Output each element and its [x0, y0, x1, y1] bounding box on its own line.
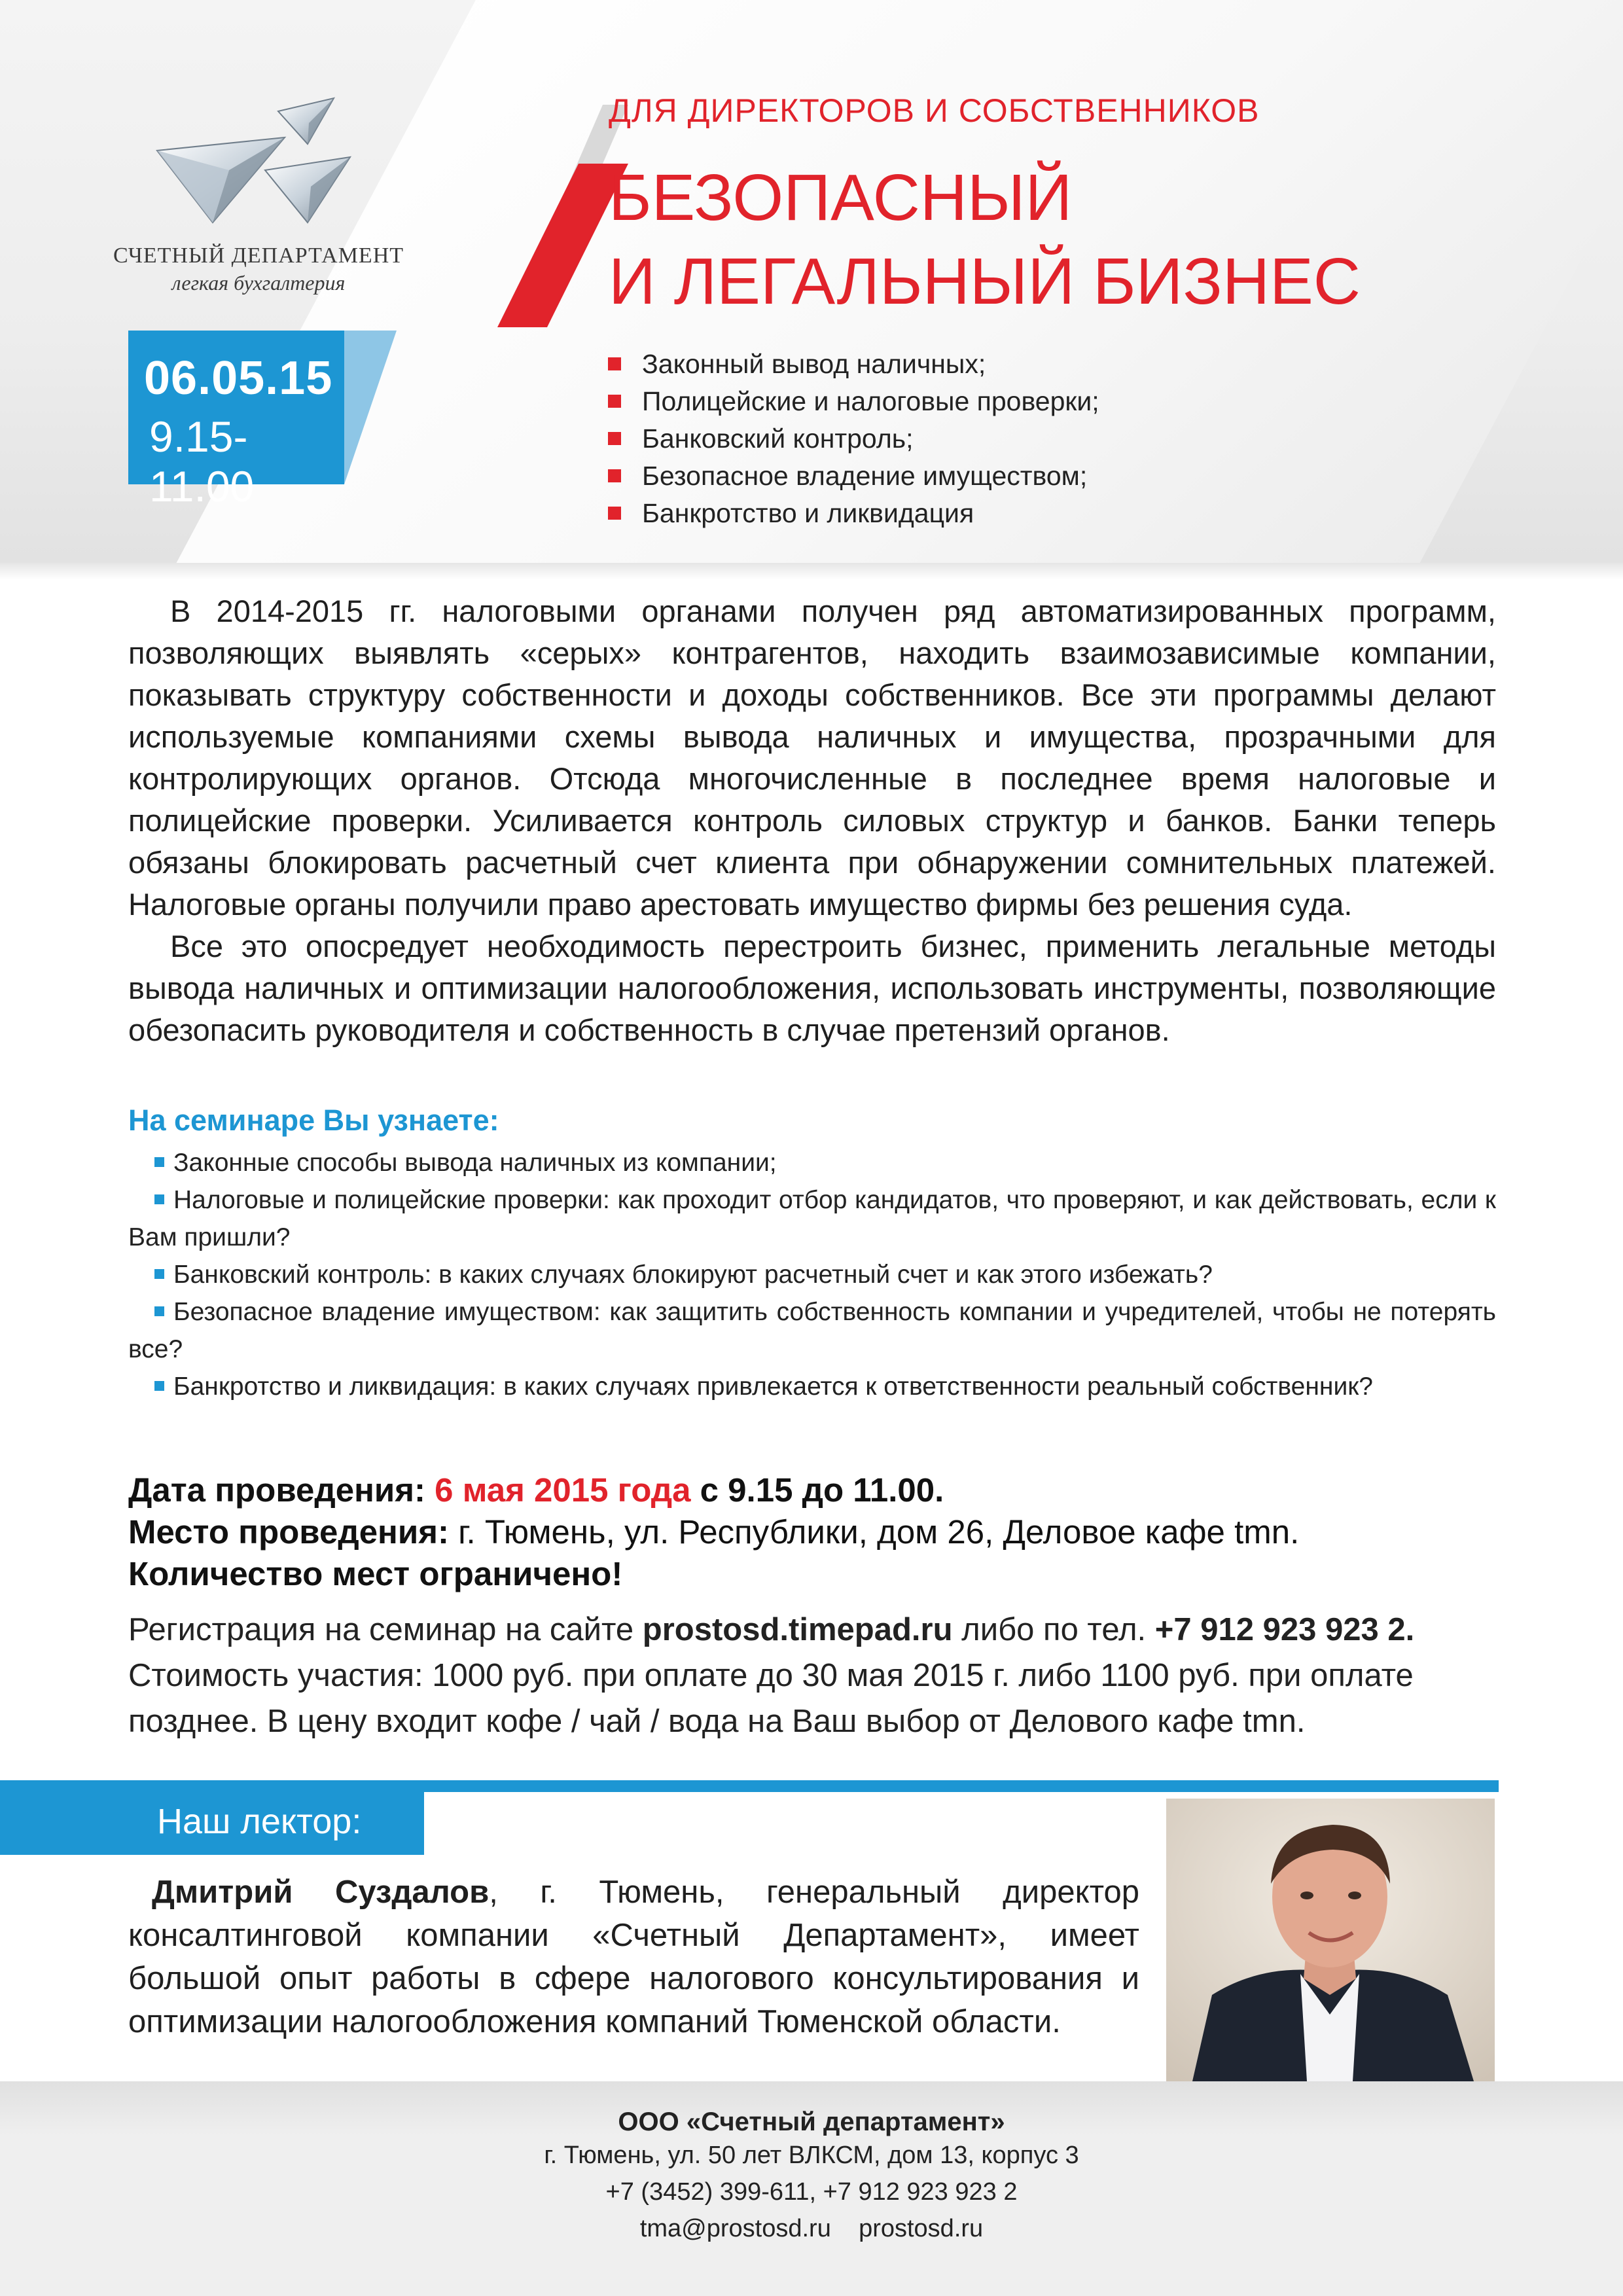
header-banner	[0, 0, 1623, 563]
red-square-bullet-icon	[608, 395, 621, 408]
registration-phone[interactable]: +7 912 923 923 2.	[1154, 1612, 1415, 1647]
intro-text	[128, 590, 1496, 1051]
blue-square-bullet-icon	[154, 1194, 164, 1204]
footer-address: г. Тюмень, ул. 50 лет ВЛКСМ, дом 13, корпус 3	[544, 2142, 1079, 2169]
red-square-bullet-icon	[608, 469, 621, 482]
event-date: 06.05.15	[144, 352, 333, 404]
red-square-bullet-icon	[608, 432, 621, 445]
blue-square-bullet-icon	[154, 1269, 164, 1279]
topic-item: Банковский контроль;	[605, 420, 1099, 457]
event-details	[128, 1469, 1299, 1595]
event-date-line	[128, 1469, 1299, 1511]
title-line-1: БЕЗОПАСНЫЙ	[609, 161, 1073, 234]
event-place-line	[128, 1511, 1299, 1553]
red-square-bullet-icon	[608, 357, 621, 370]
lecturer-photo	[1166, 1799, 1495, 2081]
date-label: Дата проведения:	[128, 1471, 425, 1509]
blue-square-bullet-icon	[154, 1306, 164, 1316]
lecturer-name: Дмитрий Суздалов	[152, 1874, 490, 1910]
topic-item: Банкротство и ликвидация	[605, 495, 1099, 532]
logo-name: СЧЕТНЫЙ ДЕПАРТАМЕНТ	[113, 243, 404, 268]
learn-item: Налоговые и полицейские проверки: как проходит отбор кандидатов, что проверяют, и как действовать, если к Вам пришли?	[128, 1186, 1496, 1251]
learn-heading: На семинаре Вы узнаете:	[128, 1103, 499, 1137]
lecturer-description: , г. Тюмень, генеральный директор консалтинговой компании «Счетный Департамент», имеет большой опыт работы в сфере налогового консультирования и оптимизации налогообложения компаний Тюменской области.	[128, 1874, 1139, 2039]
registration-link[interactable]: prostosd.timepad.ru	[642, 1612, 953, 1647]
audience-kicker: ДЛЯ ДИРЕКТОРОВ И СОБСТВЕННИКОВ	[609, 92, 1260, 129]
title-line-2: И ЛЕГАЛЬНЫЙ БИЗНЕС	[609, 245, 1361, 318]
header-shadow	[0, 563, 1623, 580]
topics-list	[605, 346, 1099, 532]
learn-item: Законные способы вывода наличных из компании;	[128, 1144, 1496, 1181]
lecturer-portrait-icon	[1166, 1799, 1495, 2081]
intro-paragraph-1: В 2014-2015 гг. налоговыми органами получен ряд автоматизированных программ, позволяющих выявлять «серых» контрагентов, находить взаимозависимые компании, показывать структуру собственности и доходы собственников. Все эти программы делают используемые компаниями схемы вывода наличных и имущества, прозрачными для контролирующих органов. Отсюда многочисленные в последнее время налоговые и полицейские проверки. Усиливается контроль силовых структур и банков. Банки теперь обязаны блокировать расчетный счет клиента при обнаружении сомнительных платежей. Налоговые органы получили право арестовать имущество фирмы без решения суда.	[128, 594, 1496, 922]
lecturer-bio	[128, 1871, 1139, 2043]
reg-text-1: Регистрация на семинар на сайте	[128, 1612, 634, 1647]
place-value: г. Тюмень, ул. Республики, дом 26, Деловое кафе tmn.	[458, 1513, 1300, 1551]
paper-planes-logo-icon	[151, 92, 366, 229]
blue-square-bullet-icon	[154, 1381, 164, 1391]
reg-text-2: либо по тел.	[961, 1612, 1147, 1647]
footer-phones: +7 (3452) 399-611, +7 912 923 923 2	[605, 2178, 1018, 2206]
topic-item: Законный вывод наличных;	[605, 346, 1099, 383]
page-title	[609, 156, 1361, 323]
intro-paragraph-2: Все это опосредует необходимость перестроить бизнес, применить легальные методы вывода наличных и оптимизации налогообложения, использовать инструменты, позволяющие обезопасить руководителя и собственность в случае претензий органов.	[128, 929, 1496, 1047]
logo-tagline: легкая бухгалтерия	[171, 271, 346, 295]
event-time: 9.15-11.00	[149, 412, 255, 511]
lecturer-heading-tab	[0, 1792, 424, 1855]
footer-company: ООО «Счетный департамент»	[618, 2108, 1005, 2136]
date-value: 6 мая 2015 года	[435, 1471, 691, 1509]
time-value: с 9.15 до 11.00.	[700, 1471, 944, 1509]
topic-item: Полицейские и налоговые проверки;	[605, 383, 1099, 420]
red-square-bullet-icon	[608, 507, 621, 520]
registration-info	[128, 1607, 1503, 1744]
footer-contacts[interactable]: tma@prostosd.ru prostosd.ru	[639, 2215, 984, 2242]
learn-list	[128, 1144, 1496, 1405]
place-label: Место проведения:	[128, 1513, 449, 1551]
footer	[0, 2081, 1623, 2296]
date-box	[128, 331, 344, 511]
lecturer-divider	[0, 1780, 1499, 1792]
price-text: Стоимость участия: 1000 руб. при оплате до 30 мая 2015 г. либо 1100 руб. при оплате позднее. В цену входит кофе / чай / вода на Ваш выбор от Делового кафе tmn.	[128, 1658, 1414, 1739]
lecturer-heading: Наш лектор:	[157, 1802, 362, 1841]
learn-item: Безопасное владение имуществом: как защитить собственность компании и учредителей, чтобы не потерять все?	[128, 1298, 1496, 1363]
learn-item: Банкротство и ликвидация: в каких случаях привлекается к ответственности реальный собственник?	[128, 1368, 1496, 1405]
learn-item: Банковский контроль: в каких случаях блокируют расчетный счет и как этого избежать?	[128, 1256, 1496, 1293]
blue-square-bullet-icon	[154, 1157, 164, 1167]
topic-item: Безопасное владение имуществом;	[605, 457, 1099, 495]
limited-seats: Количество мест ограничено!	[128, 1555, 623, 1592]
